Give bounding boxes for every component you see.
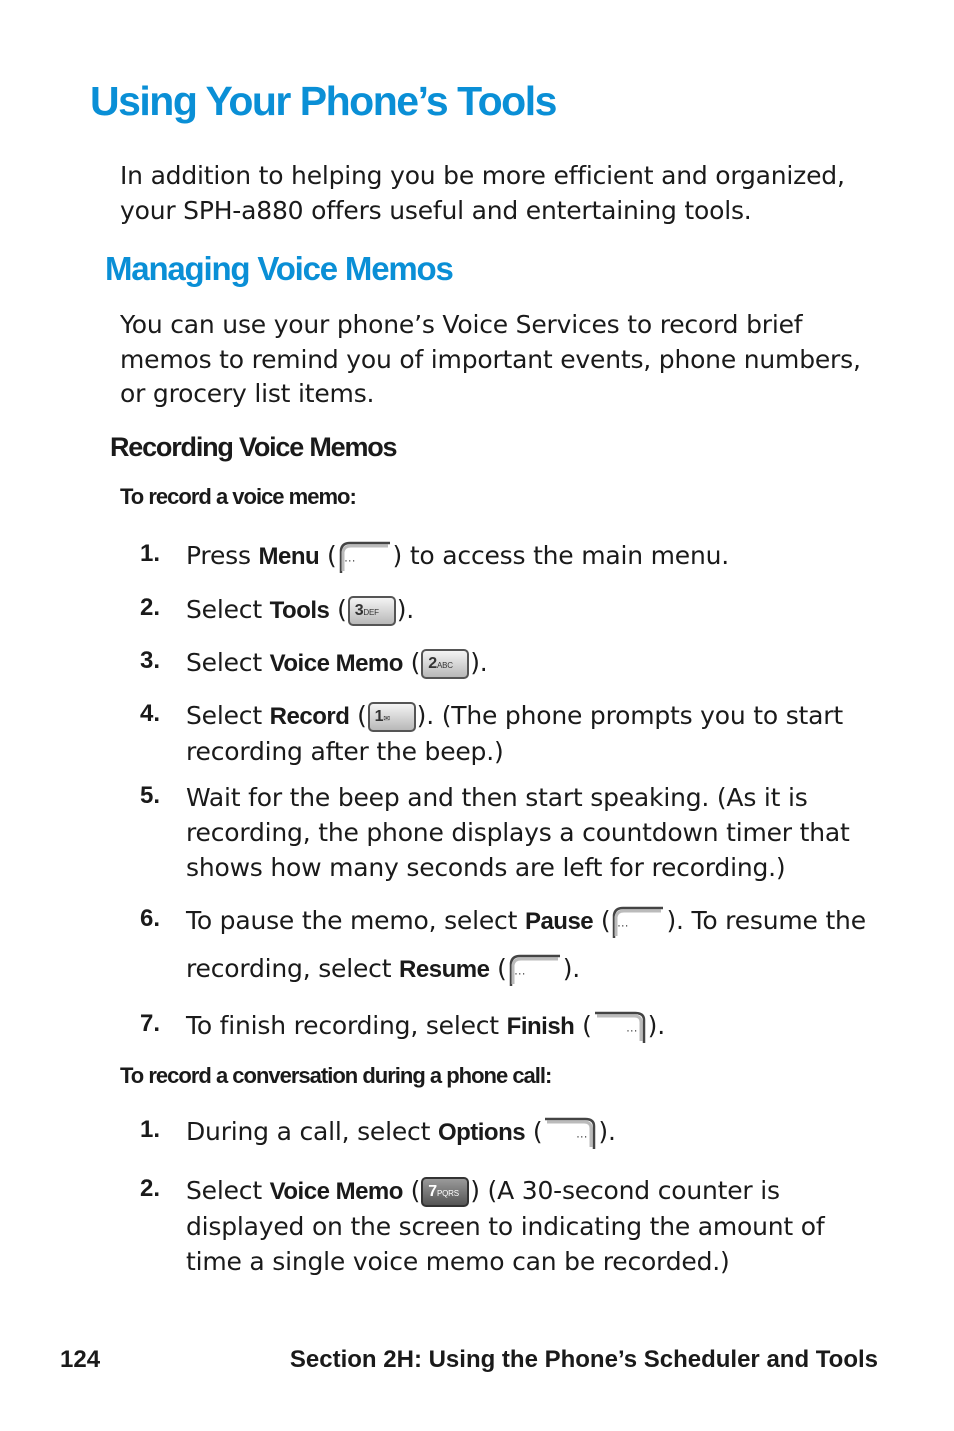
- svg-text:···: ···: [617, 918, 629, 932]
- step-number: 7.: [140, 1010, 161, 1037]
- key-1-icon: 1✉: [368, 702, 416, 732]
- step-text: To pause the memo, select Pause ( ··· ). To resume the recording, select Resume ( ··· ).: [186, 897, 866, 993]
- page-title: Using Your Phone’s Tools: [90, 78, 556, 124]
- right-softkey-icon: [593, 1010, 647, 1044]
- step-number: 3.: [140, 647, 161, 674]
- right-softkey-icon: [543, 1116, 597, 1150]
- svg-text:···: ···: [576, 1129, 588, 1143]
- left-softkey-icon: [508, 953, 562, 987]
- step-number: 2.: [140, 1175, 161, 1202]
- step-text: Select Voice Memo ( 2ABC ).: [186, 648, 488, 677]
- step-text: Press Menu ( ··· ) to access the main menu.: [186, 538, 866, 574]
- key-3-icon: 3DEF: [348, 596, 396, 626]
- left-softkey-icon: [611, 905, 665, 939]
- step-text: Wait for the beep and then start speaking. (As it is recording, the phone displays a countdown timer that shows how many seconds are left for recording.): [186, 783, 850, 882]
- step-number: 2.: [140, 594, 161, 621]
- procedure-heading: To record a voice memo:: [120, 484, 356, 509]
- step-text: Select Tools ( 3DEF ).: [186, 595, 415, 624]
- step-number: 4.: [140, 700, 161, 727]
- page-number: 124: [60, 1346, 101, 1373]
- section-heading: Managing Voice Memos: [105, 250, 453, 287]
- key-2-icon: 2ABC: [421, 649, 469, 679]
- intro-paragraph: In addition to helping you be more efficient and organized, your SPH-a880 offers useful and entertaining tools.: [120, 161, 845, 225]
- step-text: Select Voice Memo ( 7PQRS ) (A 30-second counter is displayed on the screen to indicating the amount of time a single voice memo can be recorded.): [186, 1176, 825, 1276]
- subheading: Recording Voice Memos: [110, 432, 397, 462]
- svg-text:···: ···: [343, 553, 355, 567]
- step-text: To finish recording, select Finish ( ··· ).: [186, 1008, 866, 1044]
- step-number: 5.: [140, 782, 161, 809]
- left-softkey-icon: [338, 540, 392, 574]
- key-7-icon: 7PQRS: [421, 1177, 469, 1207]
- svg-text:···: ···: [625, 1023, 638, 1037]
- step-number: 1.: [140, 540, 161, 567]
- step-text: During a call, select Options ( ··· ).: [186, 1114, 866, 1150]
- step-number: 1.: [140, 1116, 161, 1143]
- procedure-heading: To record a conversation during a phone call:: [120, 1063, 552, 1088]
- section-intro-paragraph: You can use your phone’s Voice Services to record brief memos to remind you of important events, phone numbers, or grocery list items.: [120, 310, 861, 408]
- footer-section-title: Section 2H: Using the Phone’s Scheduler and Tools: [289, 1346, 878, 1373]
- step-text: Select Record ( 1✉ ). (The phone prompts you to start recording after the beep.): [186, 701, 843, 766]
- step-number: 6.: [140, 905, 161, 932]
- svg-text:···: ···: [513, 966, 526, 980]
